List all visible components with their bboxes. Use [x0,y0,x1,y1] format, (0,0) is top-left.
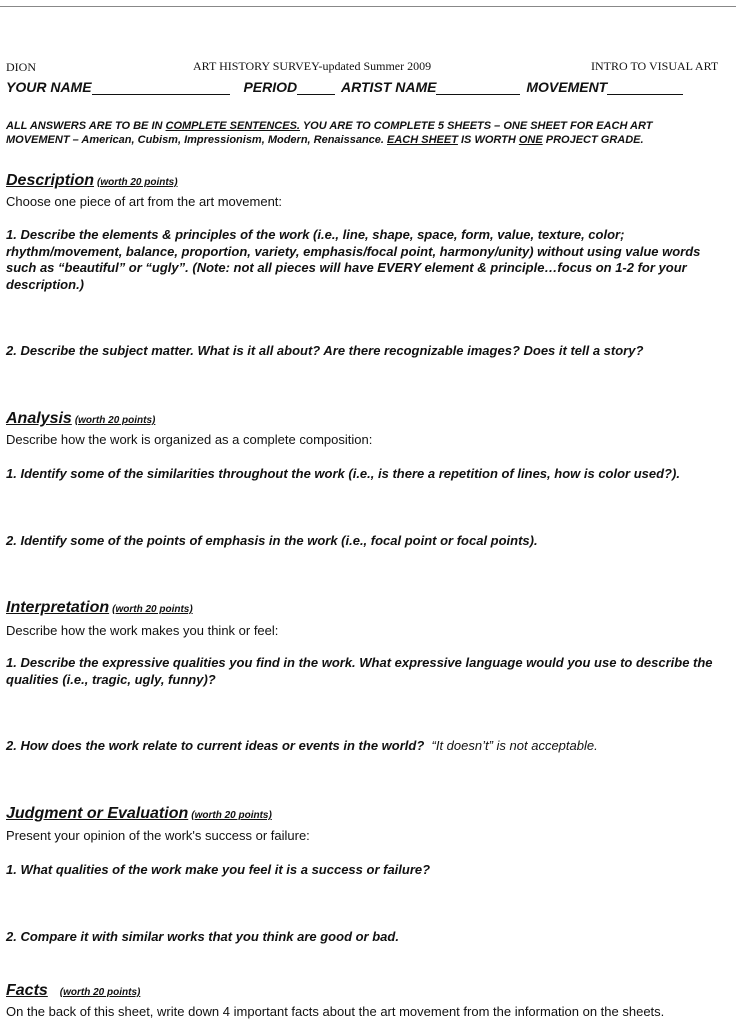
section-heading-interpretation: Interpretation (worth 20 points) [6,599,193,616]
section-heading-facts: Facts (worth 20 points) [6,982,141,999]
section-heading-description: Description (worth 20 points) [6,172,178,189]
period-label: PERIOD [243,79,298,95]
section-intro-facts: On the back of this sheet, write down 4 important facts about the art movement from the information on the sheets. [6,1004,665,1019]
artist-name-blank[interactable] [436,80,520,95]
artist-name-label: ARTIST NAME [341,79,437,95]
your-name-label: YOUR NAME [6,79,92,95]
section-intro-judgment: Present your opinion of the work's success or failure: [6,828,310,843]
movement-blank[interactable] [607,80,683,95]
question-analysis-1: 1. Identify some of the similarities throughout the work (i.e., is there a repetition of lines, how is color used?). [6,466,680,481]
instructions-line-2: MOVEMENT – American, Cubism, Impressionism, Modern, Renaissance. EACH SHEET IS WORTH ONE PROJECT GRADE. [6,134,644,146]
question-judgment-1: 1. What qualities of the work make you feel it is a success or failure? [6,862,431,877]
question-analysis-2: 2. Identify some of the points of emphasis in the work (i.e., focal point or focal points). [6,533,538,548]
section-intro-description: Choose one piece of art from the art movement: [6,194,283,209]
section-intro-analysis: Describe how the work is organized as a complete composition: [6,432,373,447]
section-intro-interpretation: Describe how the work makes you think or feel: [6,623,279,638]
teacher-name: DION [6,60,36,74]
instructions-line-1: ALL ANSWERS ARE TO BE IN COMPLETE SENTENCES. YOU ARE TO COMPLETE 5 SHEETS – ONE SHEET FOR EACH ART [6,120,653,132]
question-description-1: 1. Describe the elements & principles of the work (i.e., line, shape, space, form, value, texture, color; rhythm/movement, balance, proportion, variety, emphasis/focal point, harmony/unity) without using value words such as “beautiful” or “ugly”. (Note: not all pieces will have EVERY element & principle…focus on 1-2 for your description.) [6,227,701,292]
question-judgment-2: 2. Compare it with similar works that you think are good or bad. [6,929,399,944]
movement-label: MOVEMENT [526,79,608,95]
your-name-blank[interactable] [92,80,230,95]
course-name: INTRO TO VISUAL ART [591,59,719,73]
question-interpretation-1: 1. Describe the expressive qualities you find in the work. What expressive language would you use to describe the qualities (i.e., tragic, ugly, funny)? [6,655,713,687]
document-title: ART HISTORY SURVEY-updated Summer 2009 [193,59,432,73]
period-blank[interactable] [297,80,335,95]
unacceptable-answer-note: “It doesn’t” is not acceptable. [431,738,598,753]
question-interpretation-2: 2. How does the work relate to current ideas or events in the world? “It doesn’t” is not acceptable. [6,738,598,753]
scan-edge-line [0,6,736,7]
question-description-2: 2. Describe the subject matter. What is it all about? Are there recognizable images? Does it tell a story? [6,343,644,358]
section-heading-analysis: Analysis (worth 20 points) [6,410,156,427]
student-info-row [6,79,683,95]
instructions [6,119,652,147]
section-heading-judgment: Judgment or Evaluation (worth 20 points) [6,805,272,822]
